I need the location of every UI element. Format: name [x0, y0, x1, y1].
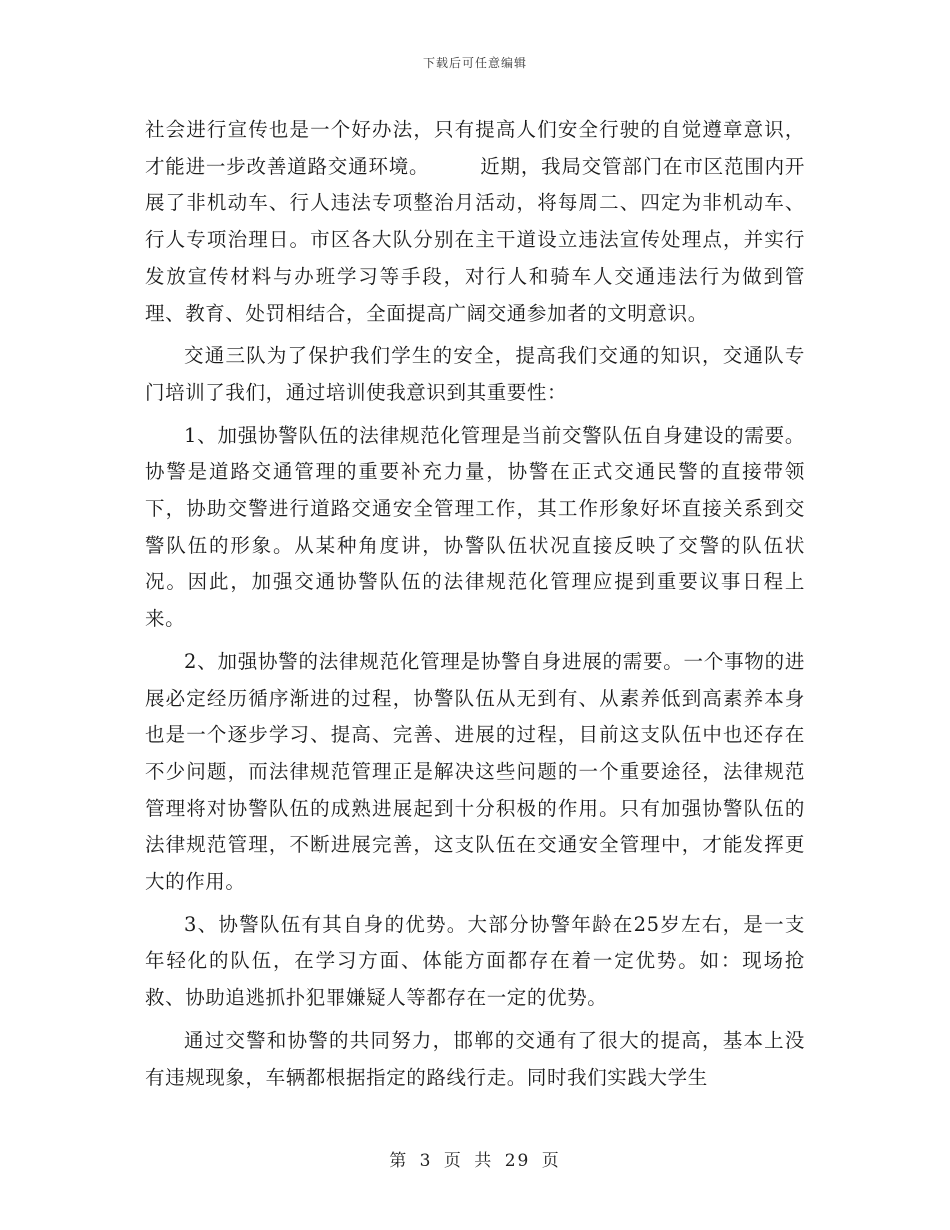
- paragraph-5: 3、协警队伍有其自身的优势。大部分协警年龄在25岁左右，是一支年轻化的队伍，在学习方面、体能方面都存在着一定优势。如：现场抢救、协助追逃抓扑犯罪嫌疑人等都存在一定的优势。: [145, 912, 805, 1010]
- paragraph-1-part-b: 近期，我局交管部门在市区范围内开展了非机动车、行人违法专项整治月活动，将每周二、四定为非机动车、行人专项治理日。市区各大队分别在主干道设立违法宣传处理点，并实行发放宣传材料与办班学习等手段，对行人和骑车人交通违法行为做到管理、教育、处罚相结合，全面提高广阔交通参加者的文明意识。: [145, 154, 805, 325]
- paragraph-4: 2、加强协警的法律规范化管理是协警自身进展的需要。一个事物的进展必定经历循序渐进的过程，协警队伍从无到有、从素养低到高素养本身也是一个逐步学习、提高、完善、进展的过程，目前这支队伍中也还存在不少问题，而法律规范管理正是解决这些问题的一个重要途径，法律规范管理将对协警队伍的成熟进展起到十分积极的作用。只有加强协警队伍的法律规范管理，不断进展完善，这支队伍在交通安全管理中，才能发挥更大的作用。: [145, 649, 805, 894]
- paragraph-1-part-a: 社会进行宣传也是一个好办法，只有提高人们安全行驶的自觉遵章意识，才能进一步改善道路交通环境。: [145, 118, 805, 178]
- paragraph-2: 交通三队为了保护我们学生的安全，提高我们交通的知识，交通队专门培训了我们，通过培训使我意识到其重要性：: [145, 344, 805, 404]
- paragraph-6: 通过交警和协警的共同努力，邯郸的交通有了很大的提高，基本上没有违规现象，车辆都根据指定的路线行走。同时我们实践大学生: [145, 1028, 805, 1089]
- page-number-footer: 第 3 页 共 29 页: [389, 1151, 561, 1171]
- paragraph-1: [145, 112, 805, 332]
- page-header: 下载后可任意编辑: [422, 56, 527, 70]
- document-body: [145, 112, 805, 1096]
- paragraph-3: 1、加强协警队伍的法律规范化管理是当前交警队伍自身建设的需要。协警是道路交通管理的重要补充力量，协警在正式交通民警的直接带领下，协助交警进行道路交通安全管理工作，其工作形象好坏直接关系到交警队伍的形象。从某种角度讲，协警队伍状况直接反映了交警的队伍状况。因此，加强交通协警队伍的法律规范化管理应提到重要议事日程上来。: [145, 423, 805, 631]
